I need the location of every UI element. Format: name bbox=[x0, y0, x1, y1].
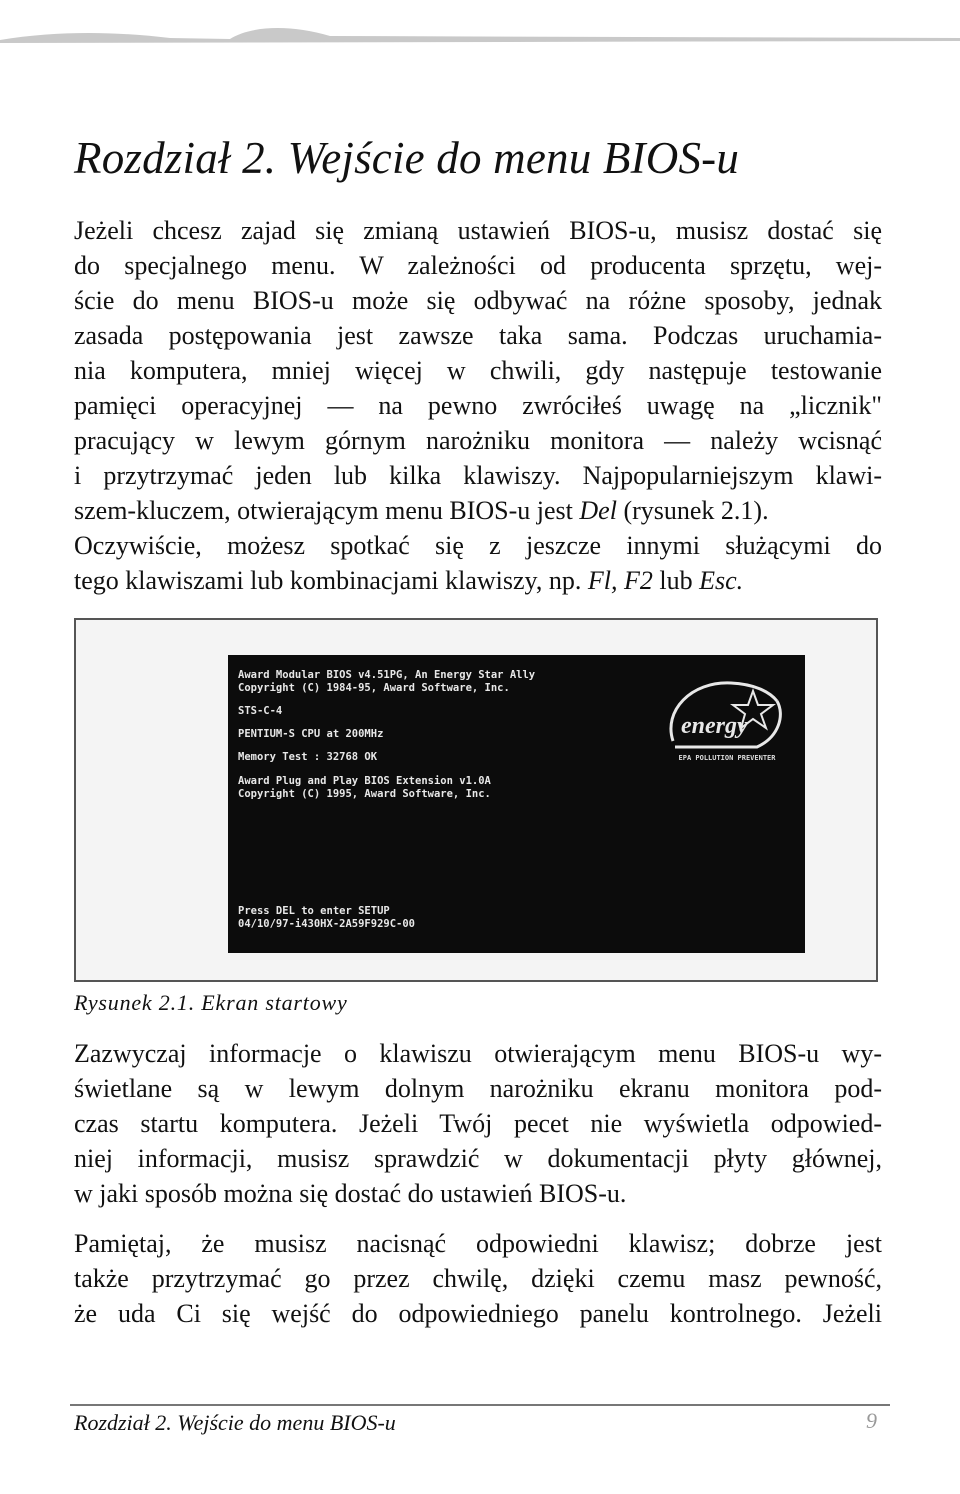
key-name-esc: Esc. bbox=[699, 566, 744, 595]
bios-boot-screen bbox=[228, 655, 805, 953]
figure-caption: Rysunek 2.1. Ekran startowy bbox=[74, 990, 348, 1015]
energy-logo-caption: EPA POLLUTION PREVENTER bbox=[678, 754, 776, 762]
text-line bbox=[74, 563, 882, 598]
bios-line: Award Plug and Play BIOS Extension v1.0A bbox=[238, 775, 491, 787]
bios-line: Press DEL to enter SETUP bbox=[238, 905, 390, 917]
running-footer-title: Rozdział 2. Wejście do menu BIOS-u bbox=[74, 1410, 396, 1435]
text-line: Oczywiście, możesz spotkać się z jeszcze innymi służącymi do bbox=[74, 531, 882, 560]
text-line: świetlane są w lewym dolnym narożniku ekranu monitora pod- bbox=[74, 1074, 882, 1103]
text-run: lub bbox=[652, 566, 700, 595]
text-line: zasada postępowania jest zawsze taka sama. Podczas uruchamia- bbox=[74, 321, 882, 350]
bios-line: Copyright (C) 1984-95, Award Software, Inc. bbox=[238, 682, 510, 694]
paragraph-key-info bbox=[74, 1036, 882, 1211]
key-names-f1-f2: Fl, F2 bbox=[587, 566, 653, 595]
text-run: (rysunek 2.1). bbox=[616, 496, 769, 525]
text-line: w jaki sposób można się dostać do ustawień BIOS-u. bbox=[74, 1179, 627, 1208]
text-line: pamięci operacyjnej — na pewno zwróciłeś uwagę na „licznik" bbox=[74, 391, 882, 420]
bios-line: 04/10/97-i430HX-2A59F929C-00 bbox=[238, 918, 416, 930]
text-line: nia komputera, mniej więcej w chwili, gdy następuje testowanie bbox=[74, 356, 882, 385]
key-name-del: Del bbox=[579, 496, 617, 525]
text-line: Pamiętaj, że musisz nacisnąć odpowiedni klawisz; dobrze jest bbox=[74, 1229, 882, 1258]
paragraph-remember bbox=[74, 1226, 882, 1331]
footer-rule bbox=[70, 1404, 890, 1406]
text-line: i przytrzymać jeden lub kilka klawiszy. Najpopularniejszym klawi- bbox=[74, 461, 882, 490]
bios-line: STS-C-4 bbox=[238, 705, 283, 717]
text-run: tego klawiszami lub kombinacjami klawiszy, np. bbox=[74, 566, 588, 595]
text-run: szem-kluczem, otwierającym menu BIOS-u jest bbox=[74, 496, 580, 525]
text-line: ście do menu BIOS-u może się odbywać na różne sposoby, jednak bbox=[74, 286, 882, 315]
bios-line: PENTIUM-S CPU at 200MHz bbox=[238, 728, 384, 740]
energy-star-logo bbox=[661, 671, 793, 757]
text-line bbox=[74, 493, 882, 528]
figure-frame bbox=[74, 618, 878, 982]
text-line: niej informacji, musisz sprawdzić w dokumentacji płyty głównej, bbox=[74, 1144, 882, 1173]
bios-line: Copyright (C) 1995, Award Software, Inc. bbox=[238, 788, 491, 800]
page-number: 9 bbox=[866, 1408, 877, 1433]
scan-smudge bbox=[0, 18, 960, 48]
text-line: Zazwyczaj informacje o klawiszu otwierającym menu BIOS-u wy- bbox=[74, 1039, 882, 1068]
energy-logo-text: energy bbox=[681, 713, 748, 739]
paragraph-intro bbox=[74, 213, 882, 598]
text-line: że uda Ci się wejść do odpowiedniego panelu kontrolnego. Jeżeli bbox=[74, 1299, 882, 1328]
bios-line: Award Modular BIOS v4.51PG, An Energy Star Ally bbox=[238, 669, 536, 681]
text-line: Jeżeli chcesz zajad się zmianą ustawień BIOS-u, musisz dostać się bbox=[74, 216, 882, 245]
text-line: pracujący w lewym górnym narożniku monitora — należy wcisnąć bbox=[74, 426, 882, 455]
text-line: czas startu komputera. Jeżeli Twój pecet nie wyświetla odpowied- bbox=[74, 1109, 882, 1138]
bios-line: Memory Test : 32768 OK bbox=[238, 751, 378, 763]
text-line: także przytrzymać go przez chwilę, dzięki czemu masz pewność, bbox=[74, 1264, 882, 1293]
text-line: do specjalnego menu. W zależności od producenta sprzętu, wej- bbox=[74, 251, 882, 280]
chapter-title: Rozdział 2. Wejście do menu BIOS-u bbox=[74, 133, 740, 183]
